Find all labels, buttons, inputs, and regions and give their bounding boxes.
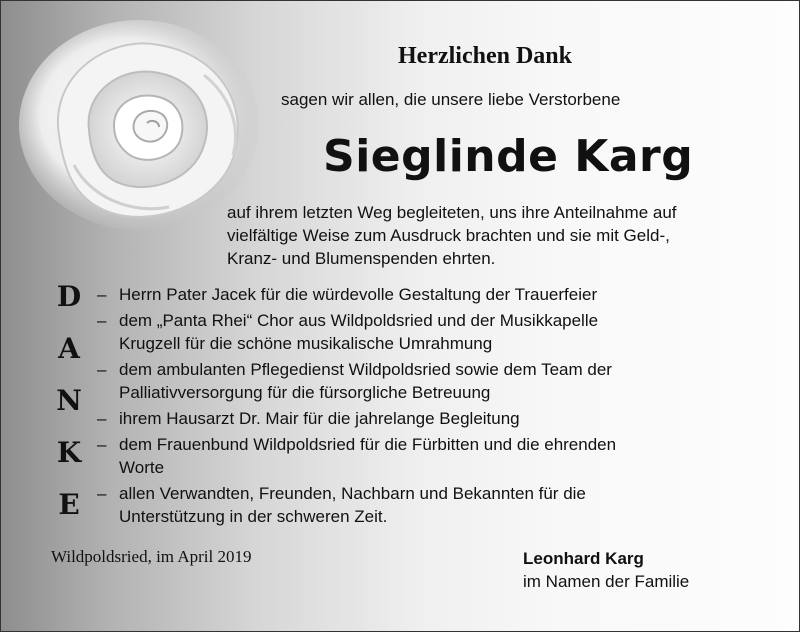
heading: Herzlichen Dank [398, 43, 572, 69]
signer-note: im Namen der Familie [523, 572, 690, 591]
list-item [97, 433, 787, 479]
list-item [97, 358, 787, 404]
list-item-text [119, 283, 597, 306]
subheading: sagen wir allen, die unsere liebe Verstorbene [281, 90, 621, 109]
intro-text [227, 201, 787, 270]
list-item [97, 482, 787, 528]
signature-block [523, 547, 689, 593]
danke-letter: D [56, 280, 82, 313]
dash-bullet: – [97, 484, 107, 503]
list-item [97, 283, 787, 306]
list-item-line: Worte [119, 458, 165, 477]
list-item-line: Palliativversorgung für die fürsorgliche Betreuung [119, 383, 491, 402]
place-date: Wildpoldsried, im April 2019 [51, 547, 252, 566]
thanks-list [97, 283, 787, 531]
list-item-line: Unterstützung in der schweren Zeit. [119, 507, 388, 526]
danke-letter: A [58, 332, 80, 365]
intro-line: Kranz- und Blumenspenden ehrten. [227, 249, 496, 268]
list-item-line: dem „Panta Rhei“ Chor aus Wildpoldsried und der Musikkapelle [119, 311, 599, 330]
dash-bullet: – [97, 285, 107, 304]
list-item-text [119, 482, 586, 528]
list-item-text [119, 433, 616, 479]
list-item [97, 309, 787, 355]
danke-letter: N [56, 384, 82, 417]
danke-vertical-word [51, 281, 87, 541]
list-item-line: dem Frauenbund Wildpoldsried für die Fürbitten und die ehrenden [119, 435, 617, 454]
list-item-line: ihrem Hausarzt Dr. Mair für die jahrelange Begleitung [119, 409, 520, 428]
intro-line: auf ihrem letzten Weg begleiteten, uns ihre Anteilnahme auf [227, 203, 677, 222]
signer-name: Leonhard Karg [523, 549, 644, 568]
dash-bullet: – [97, 311, 107, 330]
deceased-name: Sieglinde Karg [323, 131, 694, 182]
list-item-line: dem ambulanten Pflegedienst Wildpoldsried sowie dem Team der [119, 360, 612, 379]
list-item-line: Herrn Pater Jacek für die würdevolle Gestaltung der Trauerfeier [119, 285, 598, 304]
list-item [97, 407, 787, 430]
intro-line: vielfältige Weise zum Ausdruck brachten und sie mit Geld-, [227, 226, 670, 245]
dash-bullet: – [97, 360, 107, 379]
list-item-line: Krugzell für die schöne musikalische Umrahmung [119, 334, 493, 353]
list-item-text [119, 309, 598, 355]
list-item-line: allen Verwandten, Freunden, Nachbarn und Bekannten für die [119, 484, 586, 503]
danke-letter: K [56, 436, 82, 469]
dash-bullet: – [97, 409, 107, 428]
dash-bullet: – [97, 435, 107, 454]
danke-letter: E [58, 488, 80, 521]
list-item-text [119, 358, 612, 404]
list-item-text [119, 407, 520, 430]
